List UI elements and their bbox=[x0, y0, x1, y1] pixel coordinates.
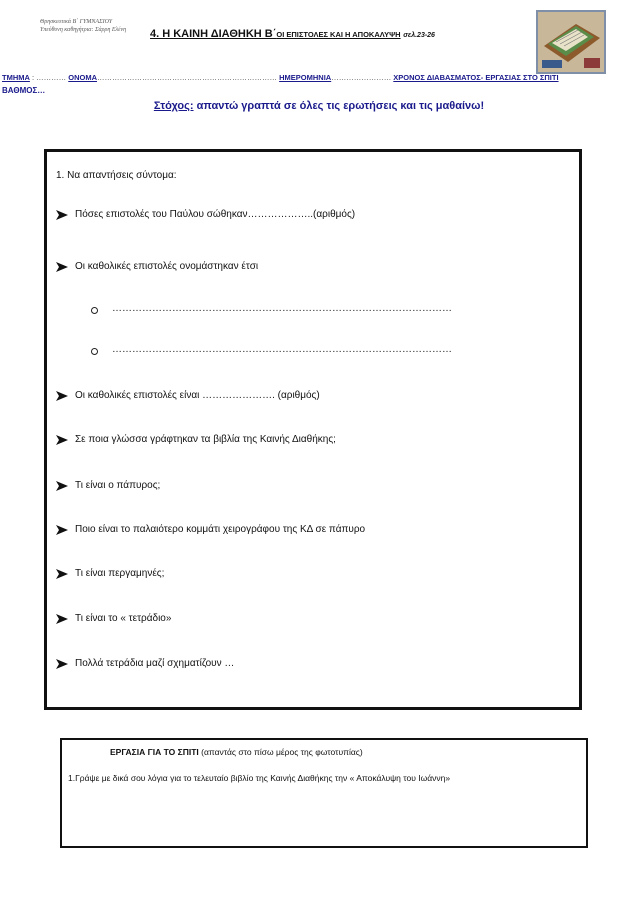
name-field[interactable]: ……………………………………………………………… bbox=[97, 73, 278, 82]
book-illustration bbox=[536, 10, 606, 74]
question-2: Οι καθολικές επιστολές ονομάστηκαν έτσι bbox=[75, 261, 259, 272]
questions-intro: 1. Να απαντήσεις σύντομα: bbox=[56, 170, 177, 181]
arrow-bullet-icon bbox=[56, 481, 68, 491]
arrow-bullet-icon bbox=[56, 614, 68, 624]
arrow-bullet-icon bbox=[56, 659, 68, 669]
date-label: ΗΜΕΡΟΜΗΝΙΑ bbox=[279, 73, 332, 82]
arrow-bullet-icon bbox=[56, 210, 68, 220]
title-main: 4. Η ΚΑΙΝΗ ΔΙΑΘΗΚΗ Β΄ bbox=[150, 28, 277, 40]
question-4: Σε ποια γλώσσα γράφτηκαν τα βιβλία της Καινής Διαθήκης; bbox=[75, 434, 336, 445]
grade-label: ΒΑΘΜΟΣ… bbox=[2, 86, 46, 95]
name-label: ΟΝΟΜΑ bbox=[68, 73, 98, 82]
school-info bbox=[40, 18, 126, 34]
homework-title bbox=[110, 747, 363, 757]
answer-line-2b[interactable]: ………………………………………………………………………………………… bbox=[112, 344, 452, 355]
arrow-bullet-icon bbox=[56, 569, 68, 579]
question-6: Ποιο είναι το παλαιότερο κομμάτι χειρογράφου της ΚΔ σε πάπυρο bbox=[75, 524, 366, 535]
circle-bullet-icon bbox=[91, 348, 98, 355]
arrow-bullet-icon bbox=[56, 435, 68, 445]
class-label: ΤΜΗΜΑ bbox=[2, 73, 30, 82]
homework-title-rest: (απαντάς στο πίσω μέρος της φωτοτυπίας) bbox=[198, 747, 363, 757]
worksheet-title bbox=[150, 28, 435, 40]
questions-box bbox=[44, 149, 582, 710]
question-5: Τι είναι ο πάπυρος; bbox=[75, 480, 161, 491]
question-8: Τι είναι το « τετράδιο» bbox=[75, 613, 172, 624]
arrow-bullet-icon bbox=[56, 391, 68, 401]
school-line-2: Υπεύθυνη καθηγήτρια: Σάρρη Ελένη bbox=[40, 27, 127, 33]
answer-line-2a[interactable]: ………………………………………………………………………………………… bbox=[112, 303, 452, 314]
title-pages: σελ.23-26 bbox=[403, 32, 435, 39]
class-field[interactable]: : ………… bbox=[29, 73, 69, 82]
arrow-bullet-icon bbox=[56, 525, 68, 535]
homework-text: 1.Γράψε με δικά σου λόγια για το τελευταίο βιβλίο της Καινής Διαθήκης την « Αποκάλυψη του Ιωάννη» bbox=[68, 773, 451, 783]
school-line-1: Θρησκευτικά Β΄ ΓΥΜΝΑΣΙΟΥ bbox=[40, 19, 113, 25]
time-label: ΧΡΟΝΟΣ ΔΙΑΒΑΣΜΑΤΟΣ- ΕΡΓΑΣΙΑΣ ΣΤΟ ΣΠΙΤΙ bbox=[393, 73, 559, 82]
student-fields bbox=[2, 73, 559, 82]
date-field[interactable]: …………………… bbox=[331, 73, 394, 82]
title-sub: ΟΙ ΕΠΙΣΤΟΛΕΣ ΚΑΙ Η ΑΠΟΚΑΛΥΨΗ bbox=[276, 30, 401, 39]
goal-label: Στόχος: bbox=[153, 100, 194, 112]
question-9: Πολλά τετράδια μαζί σχηματίζουν … bbox=[75, 658, 235, 669]
circle-bullet-icon bbox=[91, 307, 98, 314]
question-3: Οι καθολικές επιστολές είναι …………………. (αριθμός) bbox=[75, 390, 320, 401]
homework-title-bold: ΕΡΓΑΣΙΑ ΓΙΑ ΤΟ ΣΠΙΤΙ bbox=[110, 747, 199, 757]
arrow-bullet-icon bbox=[56, 262, 68, 272]
goal-text: απαντώ γραπτά σε όλες τις ερωτήσεις και τις μαθαίνω! bbox=[193, 100, 485, 112]
question-7: Τι είναι περγαμηνές; bbox=[75, 568, 165, 579]
question-1: Πόσες επιστολές του Παύλου σώθηκαν………………..(αριθμός) bbox=[75, 209, 356, 220]
goal-statement bbox=[0, 100, 638, 112]
